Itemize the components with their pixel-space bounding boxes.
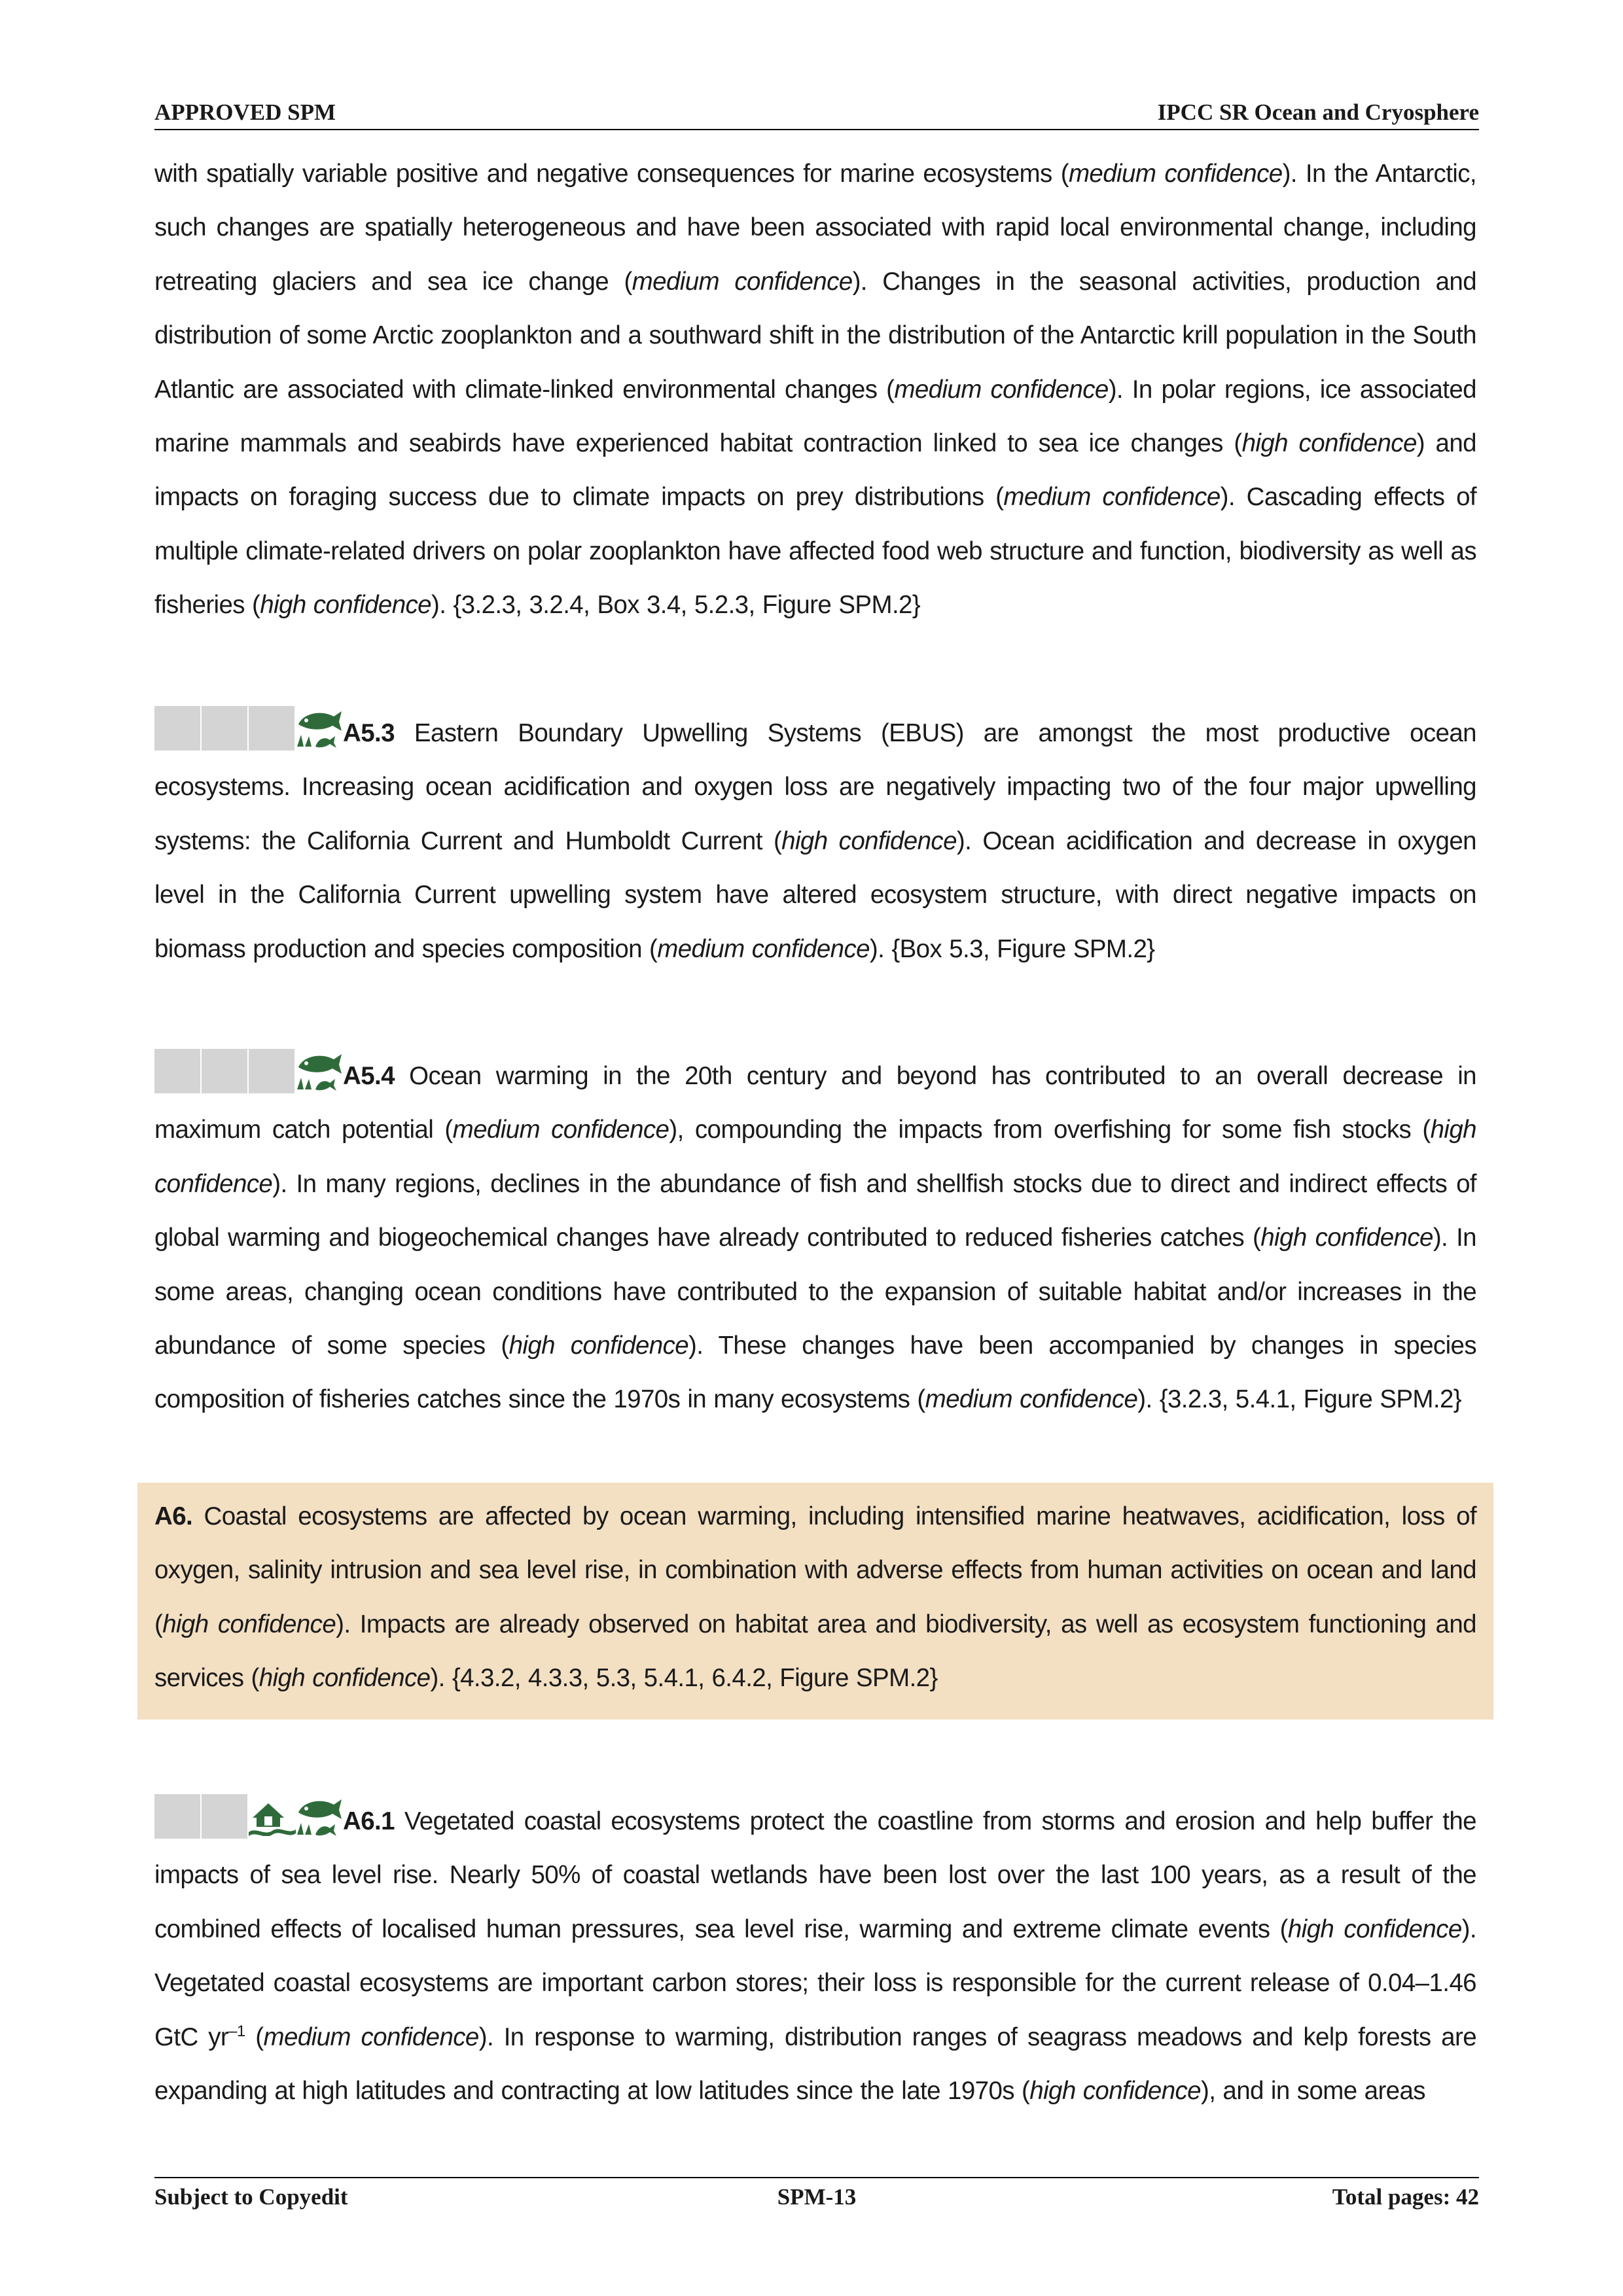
page-header xyxy=(154,97,1479,130)
indicator-square xyxy=(154,1049,200,1093)
indicator-square xyxy=(202,1794,247,1839)
ocean-ecosystem-icon xyxy=(296,1798,343,1836)
footer-right: Total pages: 42 xyxy=(1332,2184,1479,2210)
a5-4-label: A5.4 xyxy=(343,1062,395,1090)
indicator-square xyxy=(202,1049,247,1093)
page-footer xyxy=(154,2181,1479,2214)
page-number: SPM-13 xyxy=(777,2184,857,2210)
headline-a6: A6. Coastal ecosystems are affected by ocean warming, including intensified marine heatwaves, acidification, loss of oxygen, salinity intrusion and sea level rise, in combination with adverse effects from human activities on ocean and land (high confidence). Impacts are already observed on habitat area and biodiversity, as well as ecosystem functioning and services (high confidence). {4.3.2, 4.3.3, 5.3, 5.4.1, 6.4.2, Figure SPM.2} xyxy=(154,1502,1476,1693)
paragraph-a6-1: A6.1 Vegetated coastal ecosystems protect the coastline from storms and erosion and help buffer the impacts of sea level rise. Nearly 50% of coastal wetlands have been lost over the last 100 years, as a result of the combined effects of localised human pressures, sea level rise, warming and extreme climate events (high confidence). Vegetated coastal ecosystems are important carbon stores; their loss is responsible for the current release of 0.04–1.46 GtC $yr^{-1}$ (medium confidence). In response to warming, distribution ranges of seagrass meadows and kelp forests are expanding at high latitudes and contracting at low latitudes since the late 1970s (high confidence), and in some areas xyxy=(154,1794,1476,2118)
footer-rule xyxy=(154,2177,1479,2178)
footer-left: Subject to Copyedit xyxy=(154,2184,348,2210)
a5-3-label: A5.3 xyxy=(343,719,395,747)
indicator-square xyxy=(154,706,200,751)
coastal-settlement-icon xyxy=(249,1798,296,1836)
ocean-ecosystem-icon xyxy=(296,1053,343,1091)
indicator-square xyxy=(249,706,294,751)
a6-label: A6. xyxy=(154,1502,193,1530)
continuation-paragraph: with spatially variable positive and negative consequences for marine ecosystems (medium confidence). In the Antarctic, such changes are spatially heterogeneous and have been associated with rapid local environmental change, including retreating glaciers and sea ice change (medium confidence). Changes in the seasonal activities, production and distribution of some Arctic zooplankton and a southward shift in the distribution of the Antarctic krill population in the South Atlantic are associated with climate-linked environmental changes (medium confidence). In polar regions, ice associated marine mammals and seabirds have experienced habitat contraction linked to sea ice changes (high confidence) and impacts on foraging success due to climate impacts on prey distributions (medium confidence). Cascading effects of multiple climate-related drivers on polar zooplankton have affected food web structure and function, biodiversity as well as fisheries (high confidence). {3.2.3, 3.2.4, Box 3.4, 5.2.3, Figure SPM.2} xyxy=(154,160,1476,620)
indicator-square xyxy=(202,706,247,751)
header-rule xyxy=(154,129,1479,130)
header-right: IPCC SR Ocean and Cryosphere xyxy=(1157,99,1479,125)
indicator-square xyxy=(249,1049,294,1093)
paragraph-a5-4: A5.4 Ocean warming in the 20th century and beyond has contributed to an overall decrease in maximum catch potential (medium confidence), compounding the impacts from overfishing for some fish stocks (high confidence). In many regions, declines in the abundance of fish and shellfish stocks due to direct and indirect effects of global warming and biogeochemical changes have already contributed to reduced fisheries catches (high confidence). In some areas, changing ocean conditions have contributed to the expansion of suitable habitat and/or increases in the abundance of some species (high confidence). These changes have been accompanied by changes in species composition of fisheries catches since the 1970s in many ecosystems (medium confidence). {3.2.3, 5.4.1, Figure SPM.2} xyxy=(154,1049,1476,1427)
a6-1-label: A6.1 xyxy=(343,1807,395,1835)
header-left: APPROVED SPM xyxy=(154,99,336,125)
paragraph-a5-3: A5.3 Eastern Boundary Upwelling Systems (EBUS) are amongst the most productive ocean ecosystems. Increasing ocean acidification and oxygen loss are negatively impacting two of the four major upwelling systems: the California Current and Humboldt Current (high confidence). Ocean acidification and decrease in oxygen level in the California Current upwelling system have altered ecosystem structure, with direct negative impacts on biomass production and species composition (medium confidence). {Box 5.3, Figure SPM.2} xyxy=(154,706,1476,976)
ocean-ecosystem-icon xyxy=(296,710,343,748)
indicator-square xyxy=(154,1794,200,1839)
